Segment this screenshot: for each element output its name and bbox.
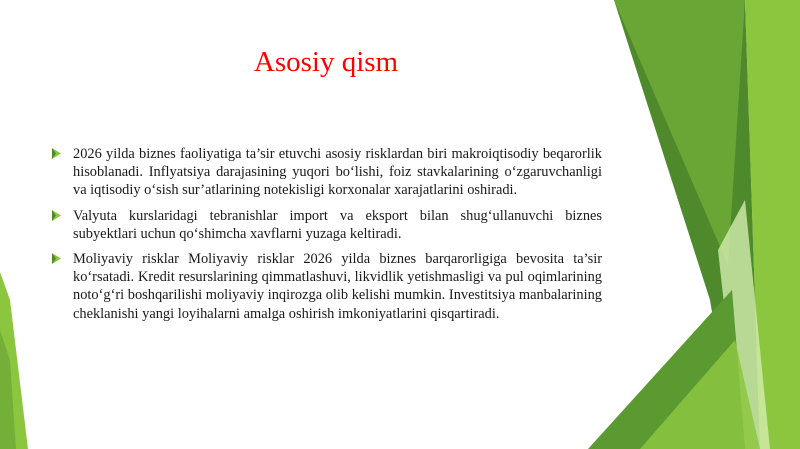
green-arrow-bullet-icon — [52, 253, 61, 264]
green-arrow-bullet-icon — [52, 148, 61, 159]
green-arrow-bullet-icon — [52, 210, 61, 221]
bullet-list — [52, 145, 602, 330]
bullet-item-1 — [52, 145, 602, 200]
bullet-item-2 — [52, 207, 602, 243]
bullet-item-3 — [52, 250, 602, 323]
slide-title: Asosiy qism — [253, 46, 399, 78]
bullet-text: Valyuta kurslaridagi tebranishlar import va eksport bilan shug‘ullanuvchi biznes subyektlari uchun qo‘shimcha xavflarni yuzaga keltiradi. — [73, 207, 602, 242]
right-medium-green-sheet — [614, 0, 745, 265]
bullet-text: 2026 yilda biznes faoliyatiga ta’sir etuvchi asosiy risklardan biri makroiqtisodiy beqarorlik hisoblanadi. Inflyatsiya darajasining yuqori bo‘lishi, foiz stavkalarining o‘zgaruvchanligi va iqtisodiy o‘sish sur’atlarining notekisligi korxonalar xarajatlarini oshiradi. — [73, 146, 602, 199]
bullet-text: Moliyaviy risklar Moliyaviy risklar 2026 yilda biznes barqarorligiga bevosita ta’sir ko‘rsatadi. Kredit resurslarining qimmatlashuvi, likvidlik yetishmasligi va pul oqimlarining noto‘g‘ri boshqarilishi moliyaviy inqirozga olib kelishi mumkin. Investitsiya manbalarining cheklanishi yangi loyihalarni amalga oshirish imkoniyatlarini qisqartiradi. — [73, 251, 602, 322]
